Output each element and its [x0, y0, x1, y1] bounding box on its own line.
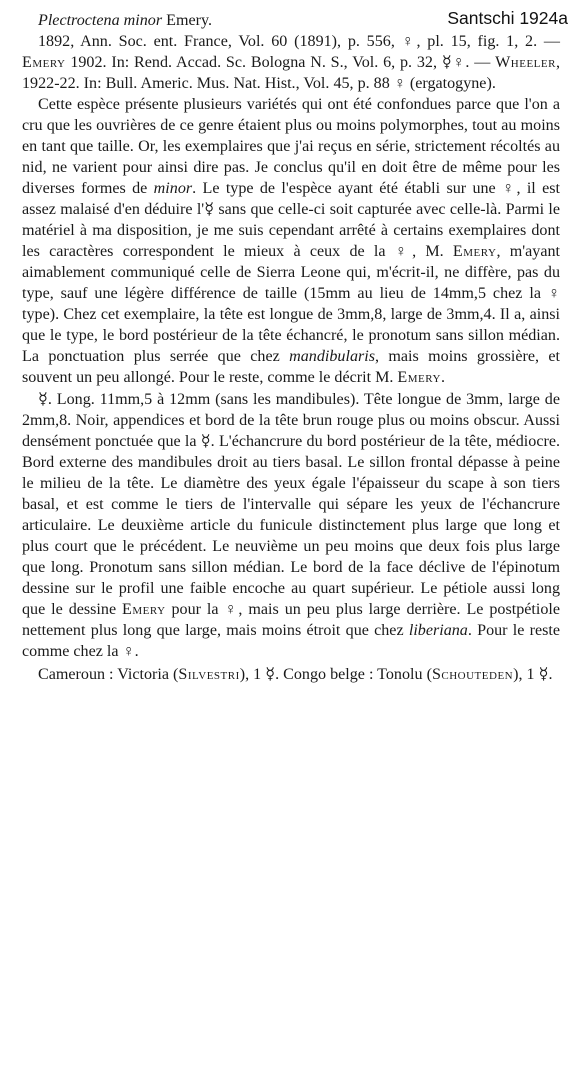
body-text: ), 1 ☿. Congo belge : Tonolu ( — [239, 666, 432, 683]
citation-paragraph — [22, 31, 560, 94]
body-text: Cette espèce présente plusieurs variétés qui ont été confondues parce que l'on a cru que les ouvrières de ce genre étaient plus ou moins polymorphes, tout au moins en tant que taille. Or, les exemplaires que j'ai reçus en série, strictement récoltés au nid, ne varient pour ainsi dire pas. Je conclus qu'il en doit être de même pour les diverses formes de — [22, 96, 560, 197]
body-text: ☿. Long. 11mm,5 à 12mm (sans les mandibules). Tête longue de 3mm, large de 2mm,8. Noir, appendices et bord de la tête brun rouge plus ou moins obscur. Aussi densément ponctuée que la ☿. L'échancrure du bord postérieur de la tête, médiocre. Bord externe des mandibules droit au tiers basal. Le sillon frontal dépasse à peine le milieu de la tête. Le diamètre des yeux égale l'épaisseur du scape à son tiers basal, et est comme le tiers de l'intervalle qui sépare les yeux de l'échancrure articulaire. Le deuxième article du funicule distinctement plus large que long et plus court que le précédent. Le neuvième un peu moins que deux fois plus large que long. Pronotum sans sillon médian. Le bord de la face déclive de l'épinotum dessine sur le profil une faible encoche au quart supérieur. Le pétiole aussi long que le dessine — [22, 391, 560, 618]
body-text: ), 1 ☿. — [513, 666, 553, 683]
author-wheeler: Wheeler — [495, 54, 556, 71]
body-text: , m'ayant aimablement communiqué celle de Sierra Leone qui, m'écrit-il, ne diffère, pas du type, sauf une légère différence de taille (15mm au lieu de 14mm,5 chez la ♀ type). Chez cet exemplaire, la tête est longue de 3mm,8, large de 3mm,4. Il a, ainsi que le type, le bord postérieur de la tête échancré, le pronotum sans sillon médian. La ponctuation plus serrée que chez — [22, 243, 560, 365]
author-emery: Emery — [397, 369, 441, 386]
description-paragraph — [22, 94, 560, 388]
source-tag: Santschi 1924a — [447, 8, 568, 28]
citation-text: , 1922-22. In: Bull. Americ. Mus. Nat. Hist., Vol. 45, p. 88 ♀ (ergatogyne). — [22, 54, 560, 92]
species-author: Emery. — [166, 12, 213, 29]
body-text: . Le type de l'espèce ayant été établi sur une ♀, il est assez malaisé d'en déduire l'☿ sans que celle-ci soit capturée avec celle-là. Parmi le matériel à ma disposition, je me suis cependant arrêté à certains exemplaires dont les caractères correspondent le mieux à ceux de la ♀, M. — [22, 180, 560, 260]
citation-text: 1902. In: Rend. Accad. Sc. Bologna N. S., Vol. 6, p. 32, ☿♀. — — [65, 54, 496, 71]
citation-text: 1892, Ann. Soc. ent. France, Vol. 60 (1891), p. 556, ♀, pl. 15, fig. 1, 2. — — [38, 33, 560, 50]
italic-term: mandibularis — [289, 348, 375, 365]
body-text: , mais moins grossière, et souvent un peu allongé. Pour le reste, comme le décrit M. — [22, 348, 560, 386]
collector-silvestri: Silvestri — [178, 666, 240, 683]
species-heading — [22, 10, 560, 31]
author-emery: Emery — [122, 601, 166, 618]
document-page — [22, 10, 560, 685]
body-text: pour la ♀, mais un peu plus large derrière. Le postpétiole nettement plus long que large, mais moins étroit que chez — [22, 601, 560, 639]
author-emery: Emery — [22, 54, 66, 71]
locality-paragraph — [22, 664, 560, 685]
body-text: . — [440, 369, 445, 386]
worker-description-paragraph — [22, 389, 560, 662]
collector-schouteden: Schouteden — [431, 666, 514, 683]
author-emery: Emery — [452, 243, 497, 260]
italic-term: minor — [153, 180, 193, 197]
body-text: . Pour le reste comme chez la ♀. — [22, 622, 560, 660]
body-text: Cameroun : Victoria ( — [38, 666, 179, 683]
italic-term: liberiana — [408, 622, 468, 639]
species-name: Plectroctena minor — [38, 12, 163, 29]
